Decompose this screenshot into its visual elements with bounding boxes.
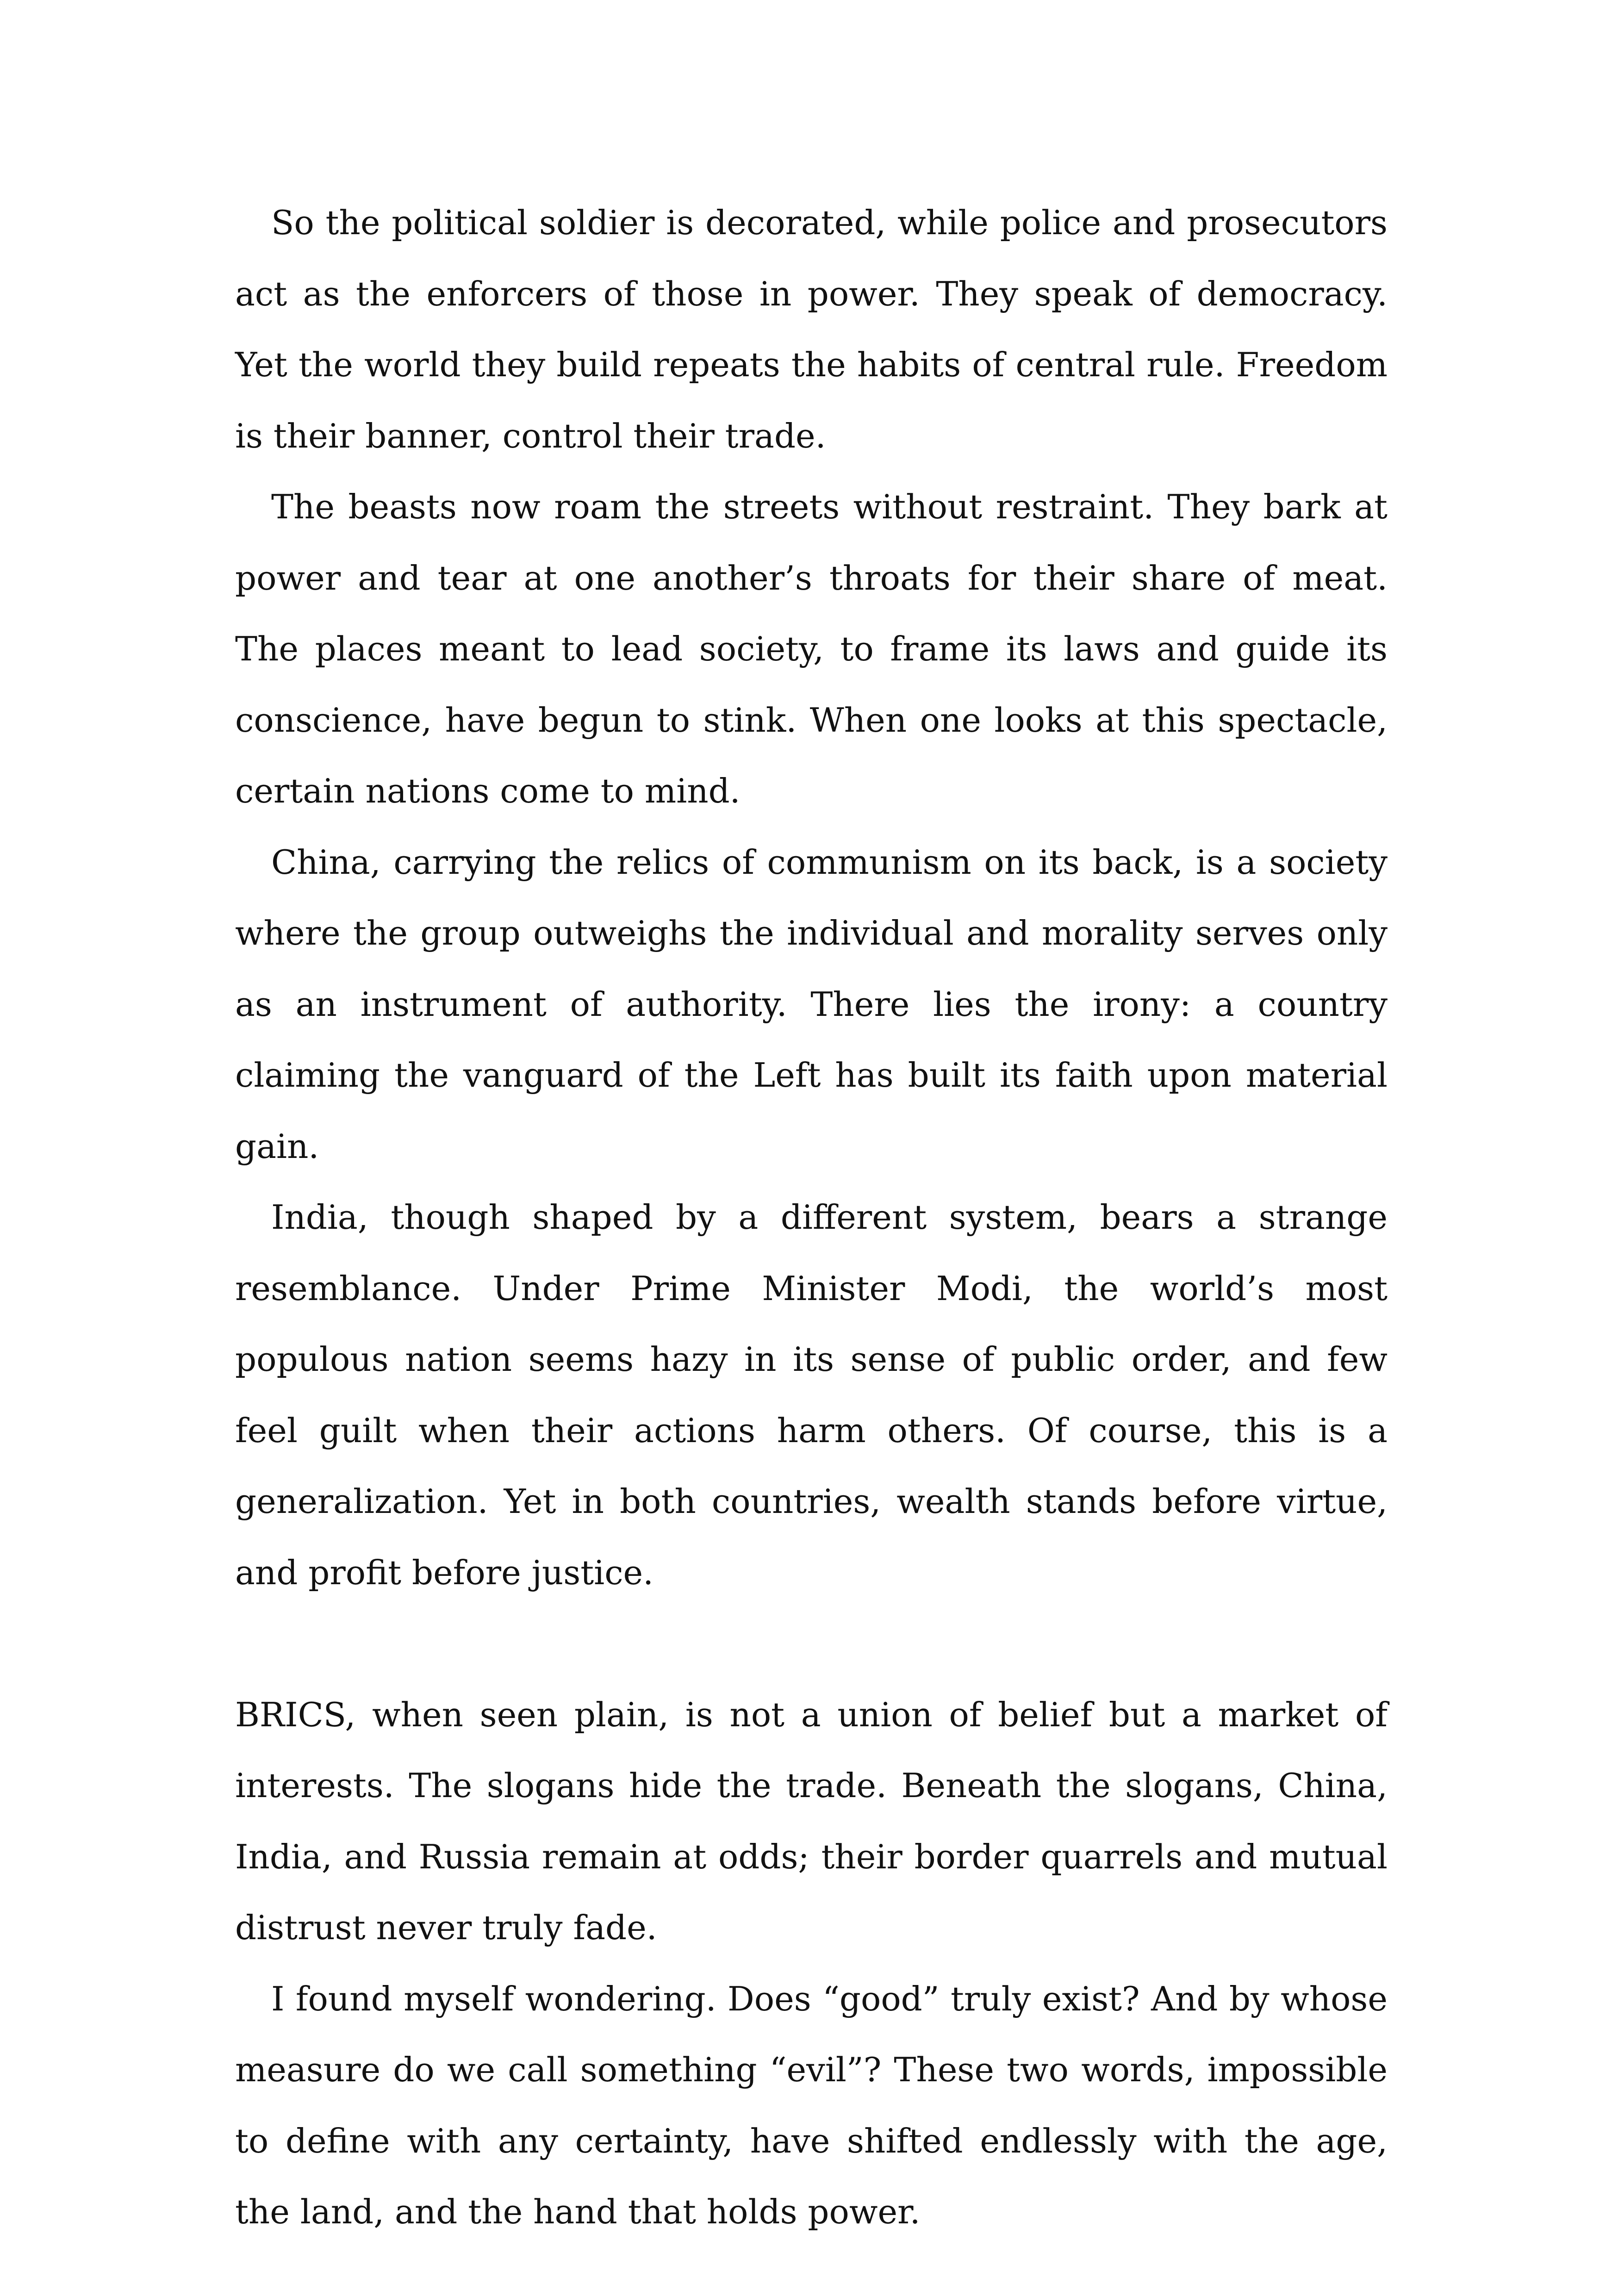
document-body — [235, 187, 1388, 2248]
paragraph-good-and-evil: I found myself wondering. Does “good” truly exist? And by whose measure do we call something “evil”? These two words, impossible to define with any certainty, have shifted endlessly with the age, the land, and the hand that holds power. — [235, 1979, 1388, 2231]
paragraph-india: India, though shaped by a different system, bears a strange resemblance. Under Prime Minister Modi, the world’s most populous nation seems hazy in its sense of public order, and few feel guilt when their actions harm others. Of course, this is a generalization. Yet in both countries, wealth stands before virtue, and profit before justice. — [235, 1198, 1388, 1592]
paragraph-political-soldier: So the political soldier is decorated, while police and prosecutors act as the enforcers of those in power. They speak of democracy. Yet the world they build repeats the habits of central rule. Freedom is their banner, control their trade. — [235, 203, 1388, 455]
paragraph-china: China, carrying the relics of communism on its back, is a society where the group outweighs the individual and morality serves only as an instrument of authority. There lies the irony: a country claiming the vanguard of the Left has built its faith upon material gain. — [235, 842, 1388, 1166]
paragraph-gap — [235, 1608, 1388, 1680]
paragraph-brics: BRICS, when seen plain, is not a union of belief but a market of interests. The slogans hide the trade. Beneath the slogans, China, India, and Russia remain at odds; their border quarrels and mutual distrust never truly fade. — [235, 1695, 1388, 1947]
paragraph-beasts: The beasts now roam the streets without restraint. They bark at power and tear at one another’s throats for their share of meat. The places meant to lead society, to frame its laws and guide its conscience, have begun to stink. When one looks at this spectacle, certain nations come to mind. — [235, 487, 1388, 810]
